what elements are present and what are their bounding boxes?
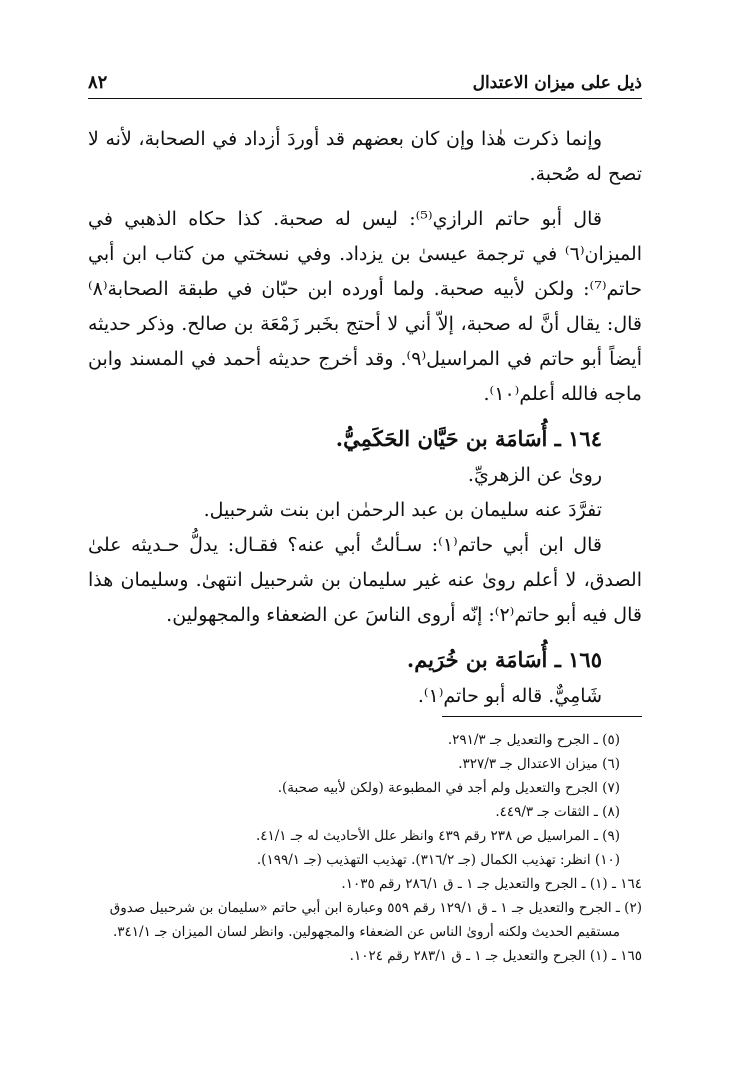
entry-line: شَامِيٌّ. قاله أبو حاتم⁽١⁾. [417,685,602,707]
entry-line: روىٰ عن الزهريِّ. [467,464,602,486]
running-title: ذيل على ميزان الاعتدال [472,73,642,93]
footnotes [88,728,642,968]
entry-heading: ١٦٥ ـ أُسَامَة بن خُرَيم. [406,647,602,672]
footnote: (١٠) انظر: تهذيب الكمال (جـ ٣١٦/٢). تهذيب التهذيب (جـ ١٩٩/١). [256,852,620,868]
page-header [88,66,642,99]
footnote: (٦) ميزان الاعتدال جـ ٣٢٧/٣. [458,756,620,772]
footnote: (٧) الجرح والتعديل ولم أجد في المطبوعة (ولكن لأبيه صحبة). [277,780,620,796]
footnote-divider [442,716,642,717]
paragraph: قال أبو حاتم الرازي⁽⁵⁾: ليس له صحبة. كذا حكاه الذهبي في الميزان⁽٦⁾ في ترجمة عيسىٰ بن يزداد. وفي نسختي من كتاب ابن أبي حاتم⁽⁷⁾: ولكن لأبيه صحبة. ولما أورده ابن حبّان في طبقة الصحابة⁽٨⁾ قال: يقال أنَّ له صحبة، إلاّ أني لا أحتج بخَبر زَمْعَة بن صالح. وذكر حديثه أيضاً أبو حاتم في المراسيل⁽٩⁾. وقد أخرج حديثه أحمد في المسند وابن ماجه فالله أعلم⁽١٠⁾. [88,208,642,405]
page-number: ٨٢ [88,72,108,93]
entry-heading: ١٦٤ ـ أُسَامَة بن حَيَّان الحَكَمِيُّ. [335,426,602,451]
footnote: (٨) ـ الثقات جـ ٤٤٩/٣. [495,804,620,820]
paragraph: قال ابن أبي حاتم⁽١⁾: سـألتُ أبي عنه؟ فقـال: يدلُّ حـديثه علىٰ الصدق، لا أعلم روىٰ عنه غير سليمان بن شرحبيل انتهىٰ. وسليمان هذا قال فيه أبو حاتم⁽٢⁾: إنّه أروى الناسَ عن الضعفاء والمجهولين. [88,534,642,626]
footnote: ١٦٤ ـ (١) ـ الجرح والتعديل جـ ١ ـ ق ٢٨٦/١ رقم ١٠٣٥. [341,876,642,892]
main-text [88,122,642,714]
footnote: (٢) ـ الجرح والتعديل جـ ١ ـ ق ١٢٩/١ رقم ٥٥٩ وعبارة ابن أبي حاتم «سليمان بن شرحبيل صدوق مستقيم الحديث ولكنه أروىٰ الناس عن الضعفاء والمجهولين. وانظر لسان الميزان جـ ٣٤١/١. [109,900,642,940]
footnote: ١٦٥ ـ (١) الجرح والتعديل جـ ١ ـ ق ٢٨٣/١ رقم ١٠٢٤. [349,948,642,964]
footnote: (٥) ـ الجرح والتعديل جـ ٢٩١/٣. [447,732,620,748]
entry-line: تفرَّدَ عنه سليمان بن عبد الرحمٰن ابن بنت شرحبيل. [203,499,602,521]
footnote: (٩) ـ المراسيل ص ٢٣٨ رقم ٤٣٩ وانظر علل الأحاديث له جـ ٤١/١. [255,828,620,844]
paragraph: وإنما ذكرت هٰذا وإن كان بعضهم قد أوردَ أزداد في الصحابة، لأنه لا تصح له صُحبة. [88,128,642,185]
